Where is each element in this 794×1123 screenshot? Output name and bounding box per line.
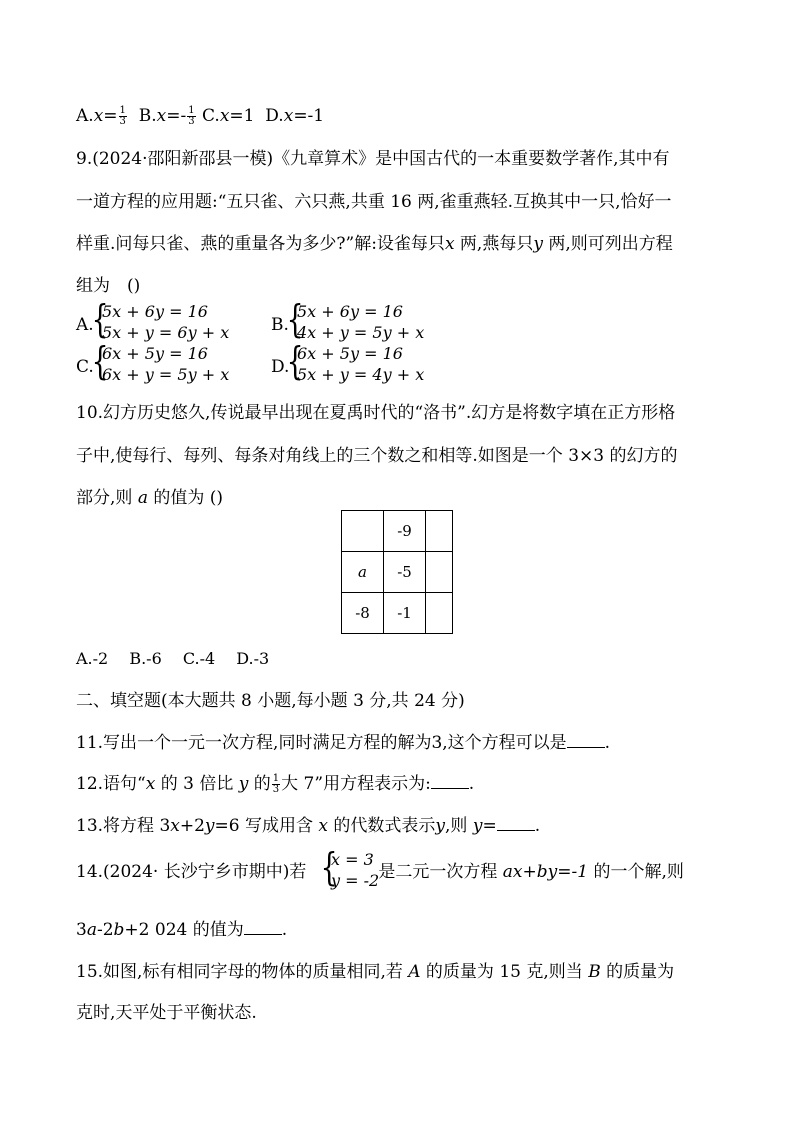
- answer-blank[interactable]: [244, 918, 282, 935]
- q10-line3: 部分,则 a 的值为 (): [76, 488, 224, 508]
- answer-blank[interactable]: [431, 772, 469, 789]
- grid-cell: [426, 511, 453, 552]
- magic-square-grid: [341, 510, 453, 634]
- grid-row: [342, 552, 453, 593]
- q10-line2: 子中,使每行、每列、每条对角线上的三个数之和相等.如图是一个 3×3 的幻方的: [76, 446, 678, 466]
- answer-blank[interactable]: [567, 731, 605, 748]
- worksheet-page: A.x= $\frac{1}{3}$ B.x=- $\frac{1}{3}$ C.x=1 D.x=-1 9.(2024·邵阳新邵县一模)《九章算术》是中国古代的一本重要数学著作,其中有 一道方程的应用题:“五只雀、六只燕,共重 16 两,雀重燕轻.互换其中一只,恰好一 样重.问每只雀、燕的重量各为多少?”解:设雀每只x 两,燕每只y 两,则可列出方程 组为 () A. { 5x + 6y = 16 5x + y = 6y + x B. { 5x + 6y = 16 4x + y = 5y + x C. { 6x + 5y = 16 6x + y = 5y + x D. { 6x + 5y = 16 5x + y = 4y + x 10.幻方历史悠久,传说最早出现在夏禹时代的“洛书”.幻方是将数字填在正方形格 子中,使每行、每列、每条对角线上的三个数之和相等.如图是一个 3×3 的幻方的 部分,则 a 的值为 () -9 a -5 -8 -1 A.-2 B.-6 C.-4 D.-3 二、填空题(本大题共 8 小题,每小题 3 分,共 24 分) 11.写出一个一元一次方程,同时满足方程的解为3,这个方程可以是 . 12.语句“x 的 3 倍比 y 的 $\frac{1}{3}$ 大 7”用方程表示为: . 13.将方程 3x+2y=6 写成用含 x 的代数式表示y,则 y= . 14.(2024· 长沙宁乡市期中)若 是二元一次方程 ax+by=-1 的一个解,则 { x = 3 y = -2 3a-2b+2 024 的值为 . 15.如图,标有相同字母的物体的质量相同,若 A 的质量为 15 克,则当 B 的质量为 克时,天平处于平衡状态.: [76, 105, 684, 1023]
- q9-line4: 组为 (): [76, 276, 141, 296]
- section-heading: 二、填空题(本大题共 8 小题,每小题 3 分,共 24 分): [76, 691, 465, 711]
- grid-row: [342, 511, 453, 552]
- grid-row: [342, 593, 453, 634]
- answer-blank[interactable]: [497, 814, 535, 831]
- q9-line3: 样重.问每只雀、燕的重量各为多少?”解:设雀每只x 两,燕每只y 两,则可列出方程: [76, 234, 673, 254]
- q15-line1: 15.如图,标有相同字母的物体的质量相同,若 A 的质量为 15 克,则当 B 的质量为: [76, 962, 675, 982]
- q11: 11.写出一个一元一次方程,同时满足方程的解为3,这个方程可以是 .: [76, 733, 611, 753]
- q10-line1: 10.幻方历史悠久,传说最早出现在夏禹时代的“洛书”.幻方是将数字填在正方形格: [76, 403, 676, 423]
- q13: 13.将方程 3x+2y=6 写成用含 x 的代数式表示y,则 y= .: [76, 816, 541, 836]
- q8-options: A.x= $\frac{1}{3}$ B.x=- $\frac{1}{3}$ C.x=1 D.x=-1: [76, 105, 325, 127]
- grid-cell: [426, 593, 453, 634]
- q14-line1: 14.(2024· 长沙宁乡市期中)若 是二元一次方程 ax+by=-1 的一个解,则: [76, 862, 684, 882]
- grid-cell: -5: [384, 552, 426, 593]
- q15-line2: 克时,天平处于平衡状态.: [76, 1003, 257, 1023]
- grid-cell: a: [342, 552, 384, 593]
- q10-options: A.-2 B.-6 C.-4 D.-3: [76, 649, 270, 668]
- grid-cell: -8: [342, 593, 384, 634]
- grid-cell: -1: [384, 593, 426, 634]
- grid-cell: [426, 552, 453, 593]
- q14-line2: 3a-2b+2 024 的值为 .: [76, 920, 288, 940]
- q9-line1: 9.(2024·邵阳新邵县一模)《九章算术》是中国古代的一本重要数学著作,其中有: [76, 149, 670, 169]
- grid-cell: -9: [384, 511, 426, 552]
- q12: 12.语句“x 的 3 倍比 y 的 $\frac{1}{3}$ 大 7”用方程表示为: .: [76, 773, 475, 795]
- grid-cell: [342, 511, 384, 552]
- q9-line2: 一道方程的应用题:“五只雀、六只燕,共重 16 两,雀重燕轻.互换其中一只,恰好一: [76, 192, 672, 212]
